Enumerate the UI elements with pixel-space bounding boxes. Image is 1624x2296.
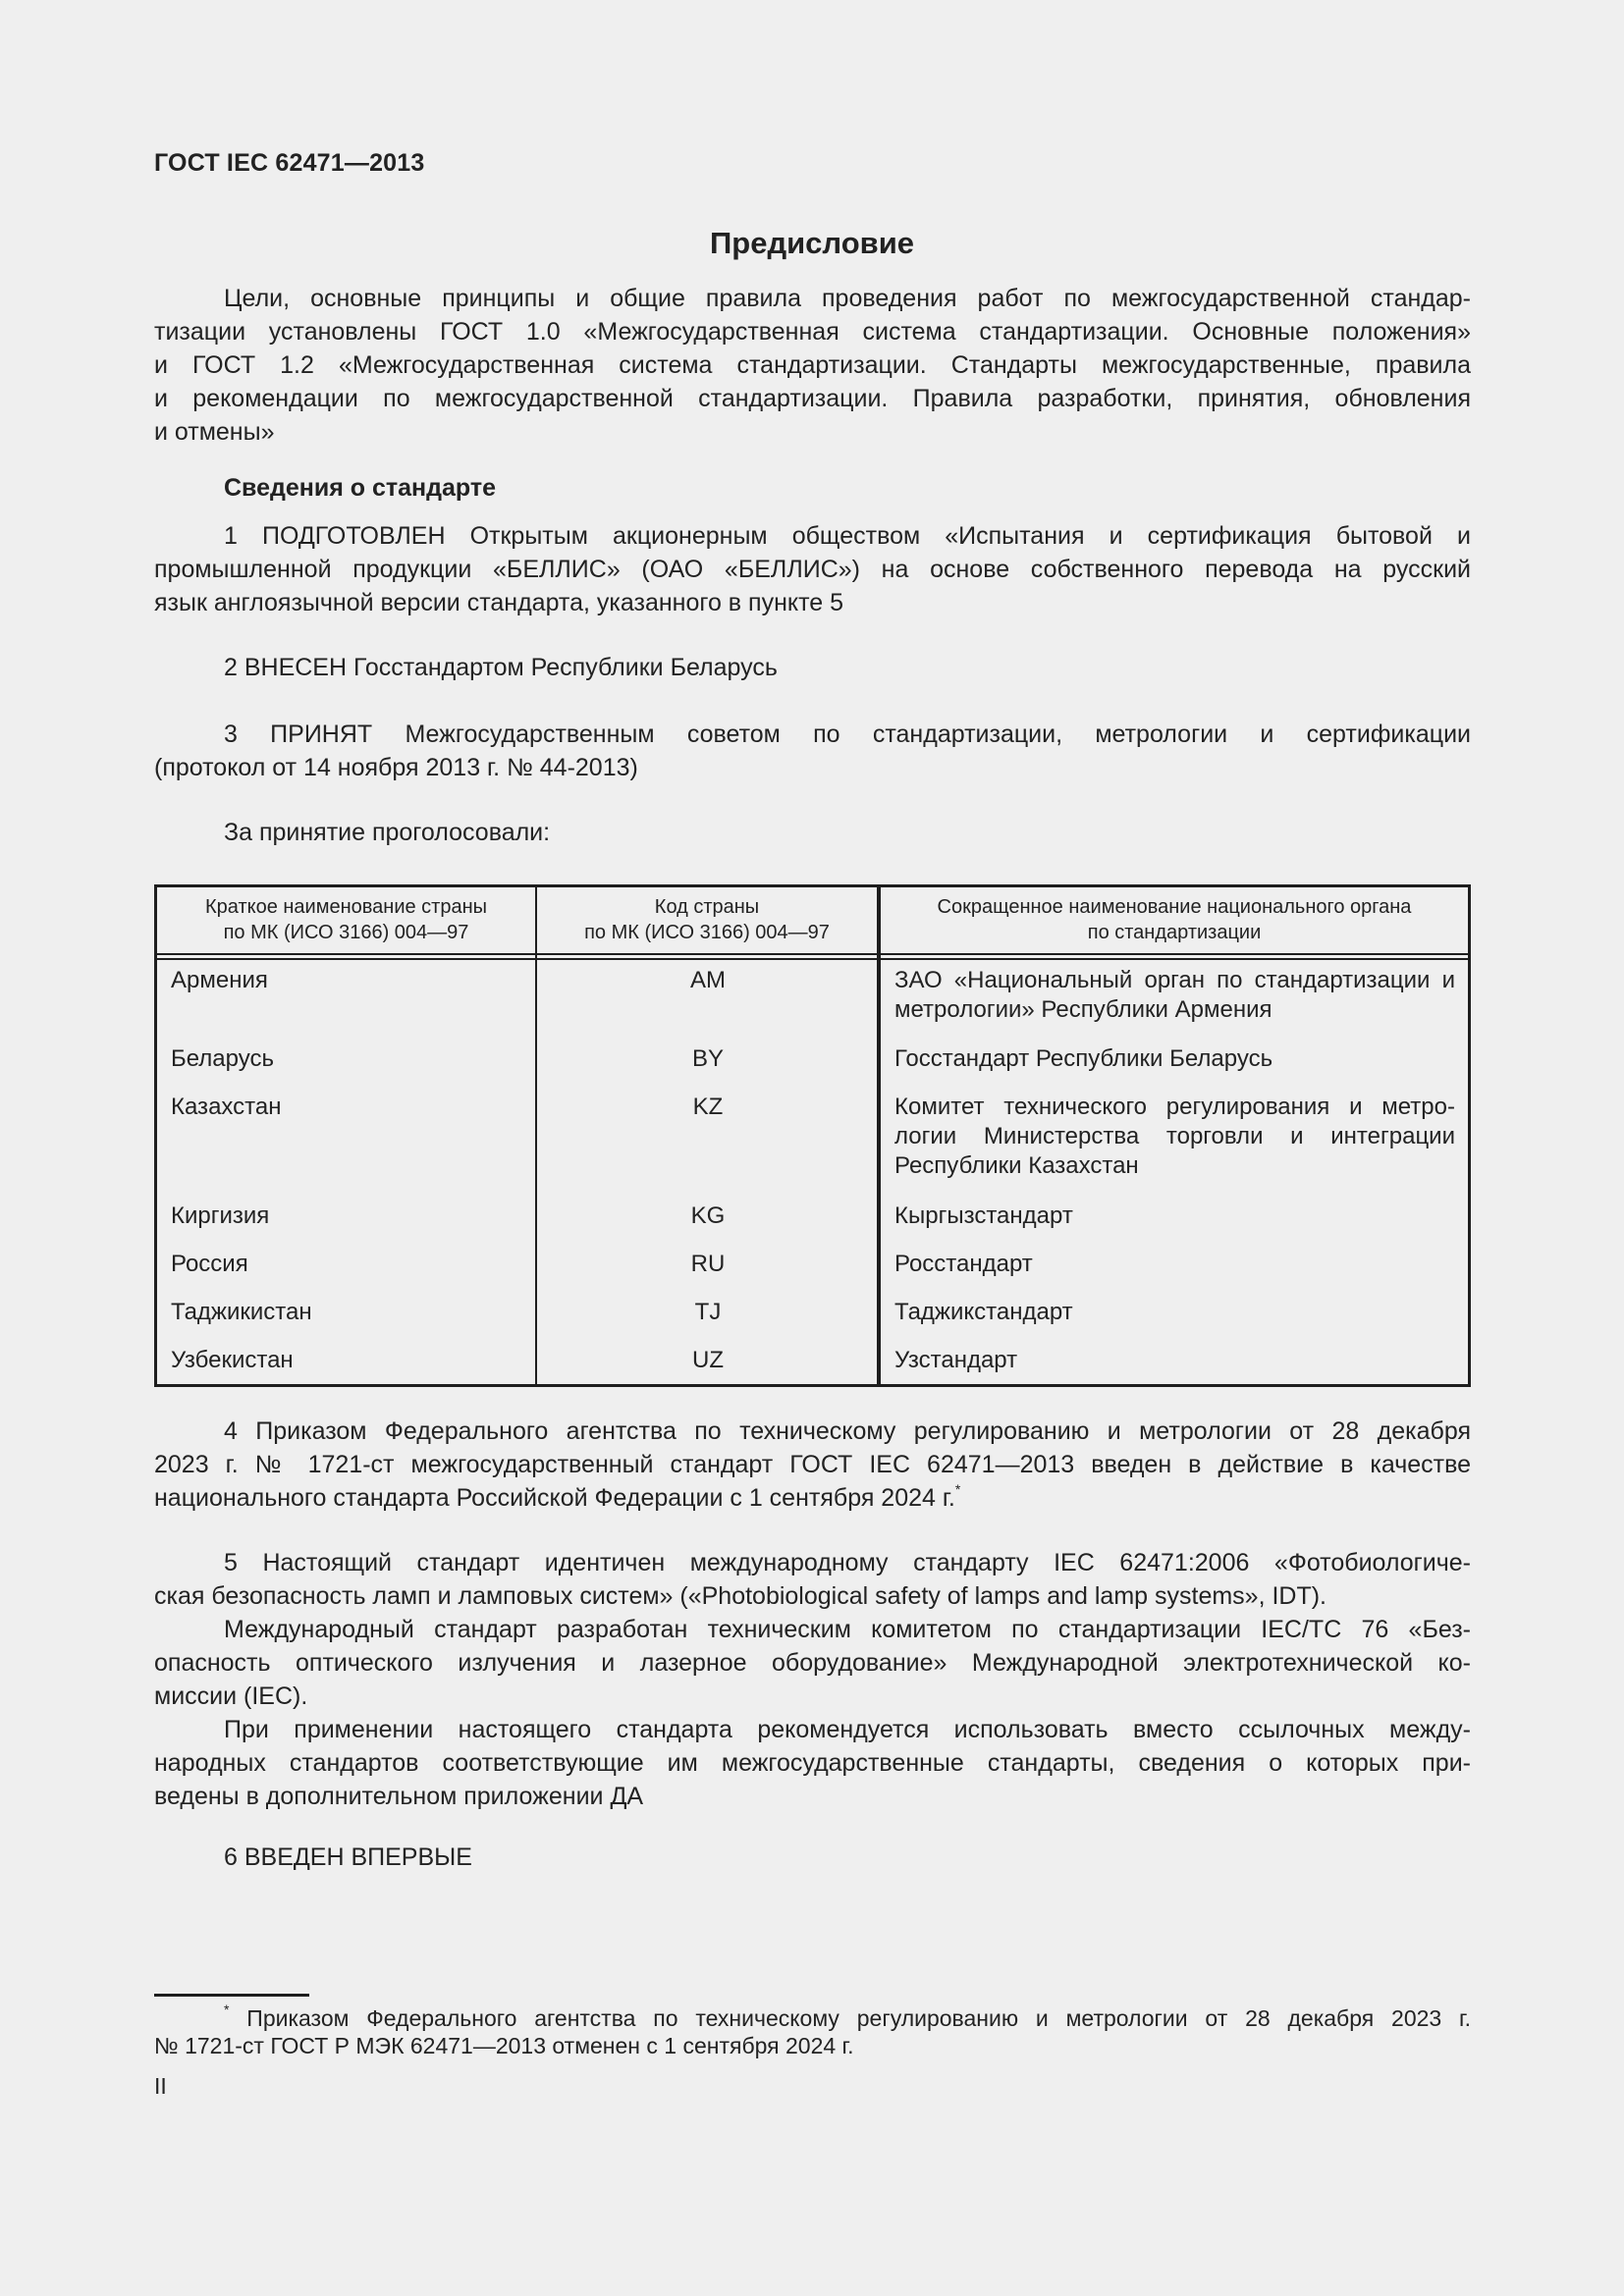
table-header-code bbox=[537, 894, 877, 945]
footnote-separator bbox=[154, 1994, 309, 1997]
cell-line: ЗАО «Национальный орган по стандартизации и bbox=[894, 967, 1455, 993]
text-line: и ГОСТ 1.2 «Межгосударственная система стандартизации. Стандарты межгосударственные, правила bbox=[154, 351, 1471, 379]
table-cell-country: Казахстан bbox=[171, 1094, 282, 1120]
table-cell-body: Госстандарт Республики Беларусь bbox=[894, 1045, 1273, 1072]
item-5-identity bbox=[154, 1546, 1471, 1813]
table-cell-body: Кыргызстандарт bbox=[894, 1202, 1073, 1229]
header-line: по МК (ИСО 3166) 004—97 bbox=[584, 922, 830, 943]
table-cell-code: TJ bbox=[694, 1299, 722, 1325]
text-line: 2023 г. № 1721-ст межгосударственный стандарт ГОСТ IEC 62471—2013 введен в действие в качестве bbox=[154, 1451, 1471, 1478]
table-cell-code: KG bbox=[690, 1202, 726, 1229]
item-3-adopted bbox=[154, 718, 1471, 784]
header-line: Код страны bbox=[654, 896, 760, 918]
text-line: язык англоязычной версии стандарта, указанного в пункте 5 bbox=[154, 589, 844, 616]
text-line: Цели, основные принципы и общие правила проведения работ по межгосударственной стандар- bbox=[224, 285, 1471, 312]
table-cell-country: Таджикистан bbox=[171, 1299, 312, 1325]
cell-line: логии Министерства торговли и интеграции bbox=[894, 1123, 1455, 1149]
text-line: (протокол от 14 ноября 2013 г. № 44-2013) bbox=[154, 754, 638, 781]
footnote-reference: * bbox=[954, 1481, 961, 1497]
table-cell-country: Киргизия bbox=[171, 1202, 270, 1229]
item-6-introduced: 6 ВВЕДЕН ВПЕРВЫЕ bbox=[224, 1843, 472, 1871]
table-cell-body: Узстандарт bbox=[894, 1347, 1018, 1373]
text-line: 4 Приказом Федерального агентства по техническому регулированию и метрологии от 28 декабря bbox=[224, 1417, 1471, 1445]
table-cell-body bbox=[894, 1093, 1455, 1181]
text-line-content: Приказом Федерального агентства по техническому регулированию и метрологии от 28 декабря 2023 г. bbox=[246, 2005, 1471, 2031]
table-header-divider bbox=[154, 958, 1471, 960]
cell-line: Республики Казахстан bbox=[894, 1152, 1139, 1179]
text-line: При применении настоящего стандарта рекомендуется использовать вместо ссылочных между- bbox=[224, 1716, 1471, 1743]
text-line bbox=[154, 2004, 1471, 2032]
vote-label: За принятие проголосовали: bbox=[224, 819, 551, 846]
page-title: Предисловие bbox=[709, 226, 914, 260]
text-line-content: национального стандарта Российской Федерации с 1 сентября 2024 г. bbox=[154, 1484, 955, 1512]
text-line: ведены в дополнительном приложении ДА bbox=[154, 1783, 644, 1810]
table-cell-code: RU bbox=[690, 1251, 726, 1277]
text-line: тизации установлены ГОСТ 1.0 «Межгосударственная система стандартизации. Основные положения» bbox=[154, 318, 1471, 346]
table-cell-country: Россия bbox=[171, 1251, 248, 1277]
table-cell-body: Росстандарт bbox=[894, 1251, 1033, 1277]
header-line: Краткое наименование страны bbox=[204, 896, 488, 918]
cell-line: метрологии» Республики Армения bbox=[894, 996, 1272, 1023]
header-line: Сокращенное наименование национального органа bbox=[937, 896, 1412, 918]
cell-line: Комитет технического регулирования и метро- bbox=[894, 1094, 1455, 1120]
text-line: 3 ПРИНЯТ Межгосударственным советом по стандартизации, метрологии и сертификации bbox=[224, 721, 1471, 748]
table-cell-code: BY bbox=[691, 1045, 724, 1072]
text-line: № 1721-ст ГОСТ Р МЭК 62471—2013 отменен с 1 сентября 2024 г. bbox=[154, 2033, 854, 2058]
item-4-order bbox=[154, 1415, 1471, 1515]
page-number: II bbox=[154, 2073, 167, 2099]
table-cell-code: UZ bbox=[692, 1347, 724, 1373]
text-line: миссии (IEC). bbox=[154, 1682, 308, 1710]
text-line: и отмены» bbox=[154, 418, 275, 446]
table-cell-country: Беларусь bbox=[171, 1045, 274, 1072]
table-cell-body bbox=[894, 966, 1455, 1025]
item-2-submitted: 2 ВНЕСЕН Госстандартом Республики Беларусь bbox=[224, 654, 778, 681]
item-1-prepared bbox=[154, 519, 1471, 619]
section-subheading: Сведения о стандарте bbox=[224, 474, 497, 502]
footnote-mark: * bbox=[224, 2002, 230, 2017]
text-line bbox=[154, 1481, 1471, 1515]
text-line: промышленной продукции «БЕЛЛИС» (ОАО «БЕЛЛИС») на основе собственного перевода на русский bbox=[154, 556, 1471, 583]
table-cell-code: KZ bbox=[692, 1094, 724, 1120]
header-line: по стандартизации bbox=[1087, 922, 1262, 943]
text-line: народных стандартов соответствующие им межгосударственные стандарты, сведения о которых при- bbox=[154, 1749, 1471, 1777]
header-line: по МК (ИСО 3166) 004—97 bbox=[223, 922, 469, 943]
document-code-header: ГОСТ IEC 62471—2013 bbox=[154, 149, 425, 177]
text-line: и рекомендации по межгосударственной стандартизации. Правила разработки, принятия, обновления bbox=[154, 385, 1471, 412]
table-cell-country: Армения bbox=[171, 967, 268, 993]
table-cell-body: Таджикстандарт bbox=[894, 1299, 1073, 1325]
table-cell-country: Узбекистан bbox=[171, 1347, 294, 1373]
text-line: Международный стандарт разработан техническим комитетом по стандартизации IEC/TC 76 «Без- bbox=[224, 1616, 1471, 1643]
footnote bbox=[154, 2004, 1471, 2059]
table-cell-code: AM bbox=[690, 967, 726, 993]
intro-paragraph bbox=[154, 282, 1471, 449]
table-header-country bbox=[157, 894, 535, 945]
text-line: ская безопасность ламп и ламповых систем» («Photobiological safety of lamps and lamp systems», IDT). bbox=[154, 1582, 1327, 1610]
table-header-body bbox=[881, 894, 1468, 945]
text-line: 1 ПОДГОТОВЛЕН Открытым акционерным обществом «Испытания и сертификация бытовой и bbox=[224, 522, 1471, 550]
text-line: опасность оптического излучения и лазерное оборудование» Международной электротехнической ко- bbox=[154, 1649, 1471, 1677]
text-line: 5 Настоящий стандарт идентичен международному стандарту IEC 62471:2006 «Фотобиологиче- bbox=[224, 1549, 1471, 1576]
table-header-divider bbox=[154, 953, 1471, 955]
